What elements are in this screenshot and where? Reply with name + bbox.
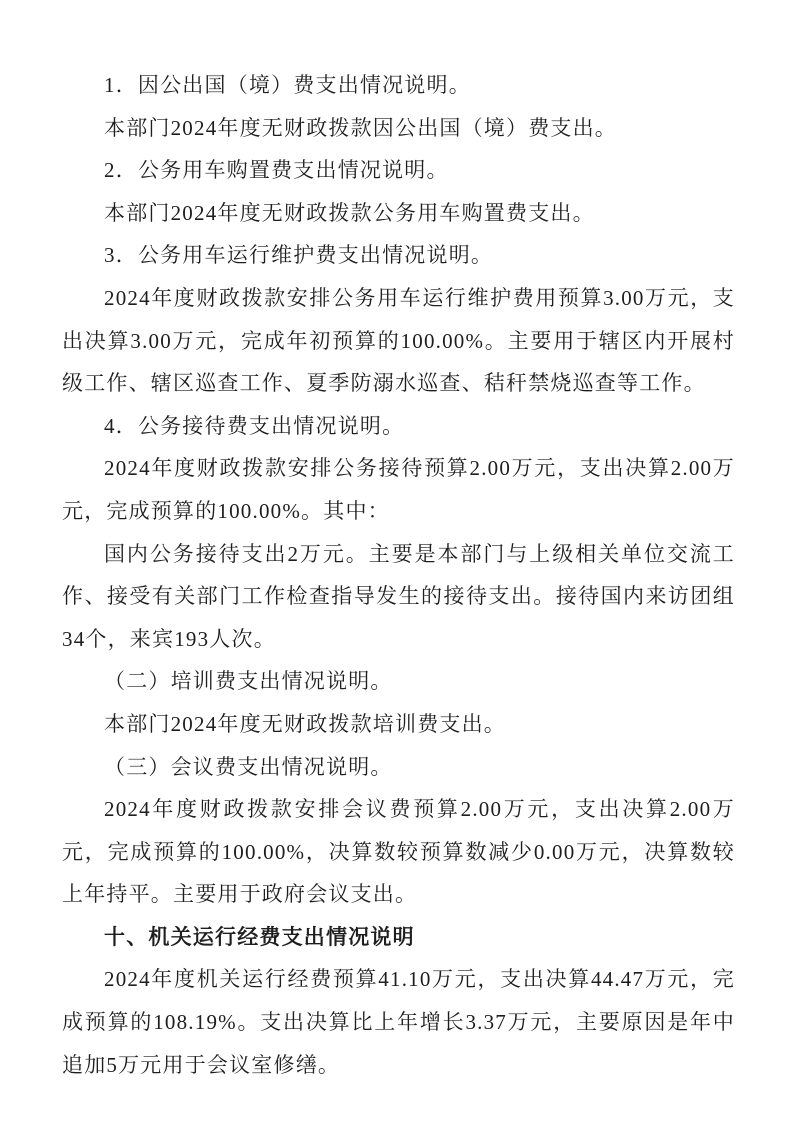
section-2-title: （二）培训费支出情况说明。: [104, 669, 393, 694]
item-4-body-1: 2024年度财政拨款安排公务接待预算2.00万元，支出决算2.00万元，完成预算的100.00%。其中：: [62, 456, 735, 523]
section-2-body: 本部门2024年度无财政拨款培训费支出。: [104, 711, 506, 736]
section-3-title: （三）会议费支出情况说明。: [104, 754, 393, 779]
item-1-body: 本部门2024年度无财政拨款因公出国（境）费支出。: [104, 115, 617, 140]
item-3-body: 2024年度财政拨款安排公务用车运行维护费用预算3.00万元，支出决算3.00万元，完成年初预算的100.00%。主要用于辖区内开展村级工作、辖区巡查工作、夏季防溺水巡查、秸秆禁烧巡查等工作。: [62, 285, 735, 396]
item-2-body: 本部门2024年度无财政拨款公务用车购置费支出。: [104, 200, 595, 225]
section-10-body: 2024年度机关运行经费预算41.10万元，支出决算44.47万元，完成预算的108.19%。支出决算比上年增长3.37万元，主要原因是年中追加5万元用于会议室修缮。: [62, 967, 735, 1077]
item-2-title: 2．公务用车购置费支出情况说明。: [104, 158, 449, 183]
section-10-heading: 十、机关运行经费支出情况说明: [104, 924, 415, 949]
section-3-body: 2024年度财政拨款安排会议费预算2.00万元，支出决算2.00万元，完成预算的100.00%，决算数较预算数减少0.00万元，决算数较上年持平。主要用于政府会议支出。: [62, 797, 735, 907]
item-1-title: 1．因公出国（境）费支出情况说明。: [104, 73, 471, 97]
item-3-title: 3．公务用车运行维护费支出情况说明。: [104, 243, 494, 268]
item-4-title: 4．公务接待费支出情况说明。: [104, 413, 405, 438]
item-4-body-2: 国内公务接待支出2万元。主要是本部门与上级相关单位交流工作、接受有关部门工作检查指导发生的接待支出。接待国内来访团组34个，来宾193人次。: [62, 541, 735, 651]
